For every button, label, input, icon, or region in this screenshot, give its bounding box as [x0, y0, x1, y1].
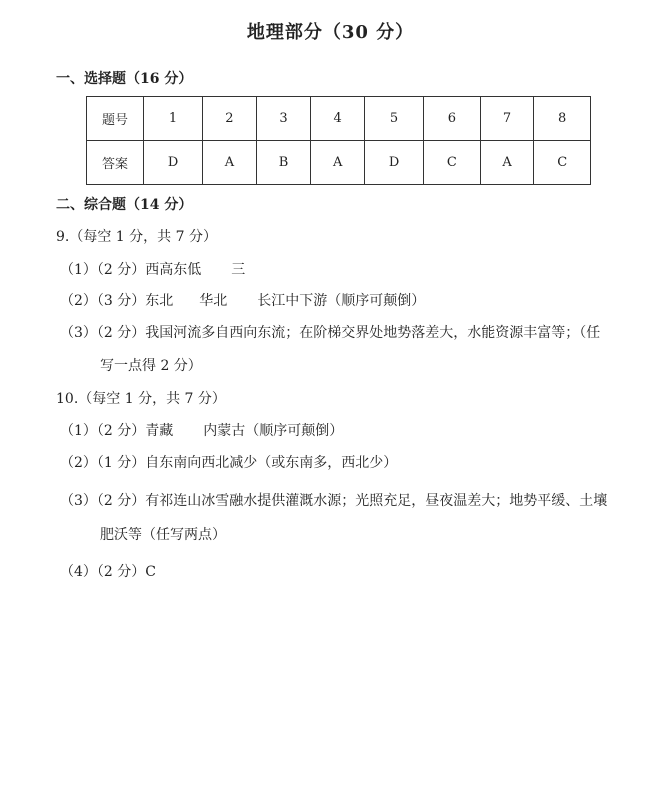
q9-answer-1-blank-2: 三: [231, 262, 246, 278]
answer-cell: C: [424, 141, 481, 185]
question-number-cell: 1: [144, 97, 203, 141]
answer-cell: D: [365, 141, 424, 185]
answer-cell: D: [144, 141, 203, 185]
section-multiple-choice-heading: 一、选择题（16 分）: [56, 71, 193, 87]
q10-answer-2: （2）（1 分）自东南向西北减少（或东南多，西北少）: [60, 455, 398, 471]
question-number-cell: 8: [534, 97, 591, 141]
question-number-row: [87, 97, 591, 141]
q9-answer-2-blank-2: 华北: [199, 293, 228, 309]
q9-answer-3-line-2: 写一点得 2 分）: [100, 358, 202, 374]
question-number-cell: 4: [311, 97, 365, 141]
question-number-cell: 5: [365, 97, 424, 141]
row-label-answer: 答案: [87, 141, 144, 185]
q10-answer-3-line-2: 肥沃等（任写两点）: [100, 527, 226, 543]
q9-answer-1: [60, 259, 245, 279]
row-label-question-number: 题号: [87, 97, 144, 141]
question-number-cell: 2: [203, 97, 257, 141]
q10-header: 10.（每空 1 分，共 7 分）: [56, 391, 226, 407]
question-number-cell: 6: [424, 97, 481, 141]
q9-answer-2-blank-3: 长江中下游（顺序可颠倒）: [257, 293, 426, 309]
answer-table: [86, 96, 591, 185]
q9-answer-3-line-1: （3）（2 分）我国河流多自西向东流；在阶梯交界处地势落差大，水能资源丰富等；（任: [60, 325, 601, 341]
page-title: 地理部分（30 分）: [246, 22, 415, 43]
question-number-cell: 7: [480, 97, 534, 141]
q10-answer-4: （4）（2 分）C: [60, 564, 156, 580]
q10-answer-1-text: （1）（2 分）青藏: [60, 423, 174, 439]
answer-cell: A: [203, 141, 257, 185]
answer-cell: B: [256, 141, 311, 185]
question-number-cell: 3: [256, 97, 311, 141]
q9-header: 9.（每空 1 分，共 7 分）: [56, 229, 217, 245]
q9-answer-1-text: （1）（2 分）西高东低: [60, 262, 202, 278]
q9-answer-2: [60, 290, 425, 310]
answer-cell: A: [311, 141, 365, 185]
q9-answer-2-text: （2）（3 分）东北: [60, 293, 174, 309]
section-comprehensive-heading: 二、综合题（14 分）: [56, 197, 193, 213]
q10-answer-3-line-1: （3）（2 分）有祁连山冰雪融水提供灌溉水源；光照充足，昼夜温差大；地势平缓、土壤: [60, 493, 608, 509]
q10-answer-1: [60, 420, 343, 440]
answer-row: [87, 141, 591, 185]
q10-answer-1-blank-2: 内蒙古（顺序可颠倒）: [203, 423, 344, 439]
answer-cell: C: [534, 141, 591, 185]
answer-cell: A: [480, 141, 534, 185]
